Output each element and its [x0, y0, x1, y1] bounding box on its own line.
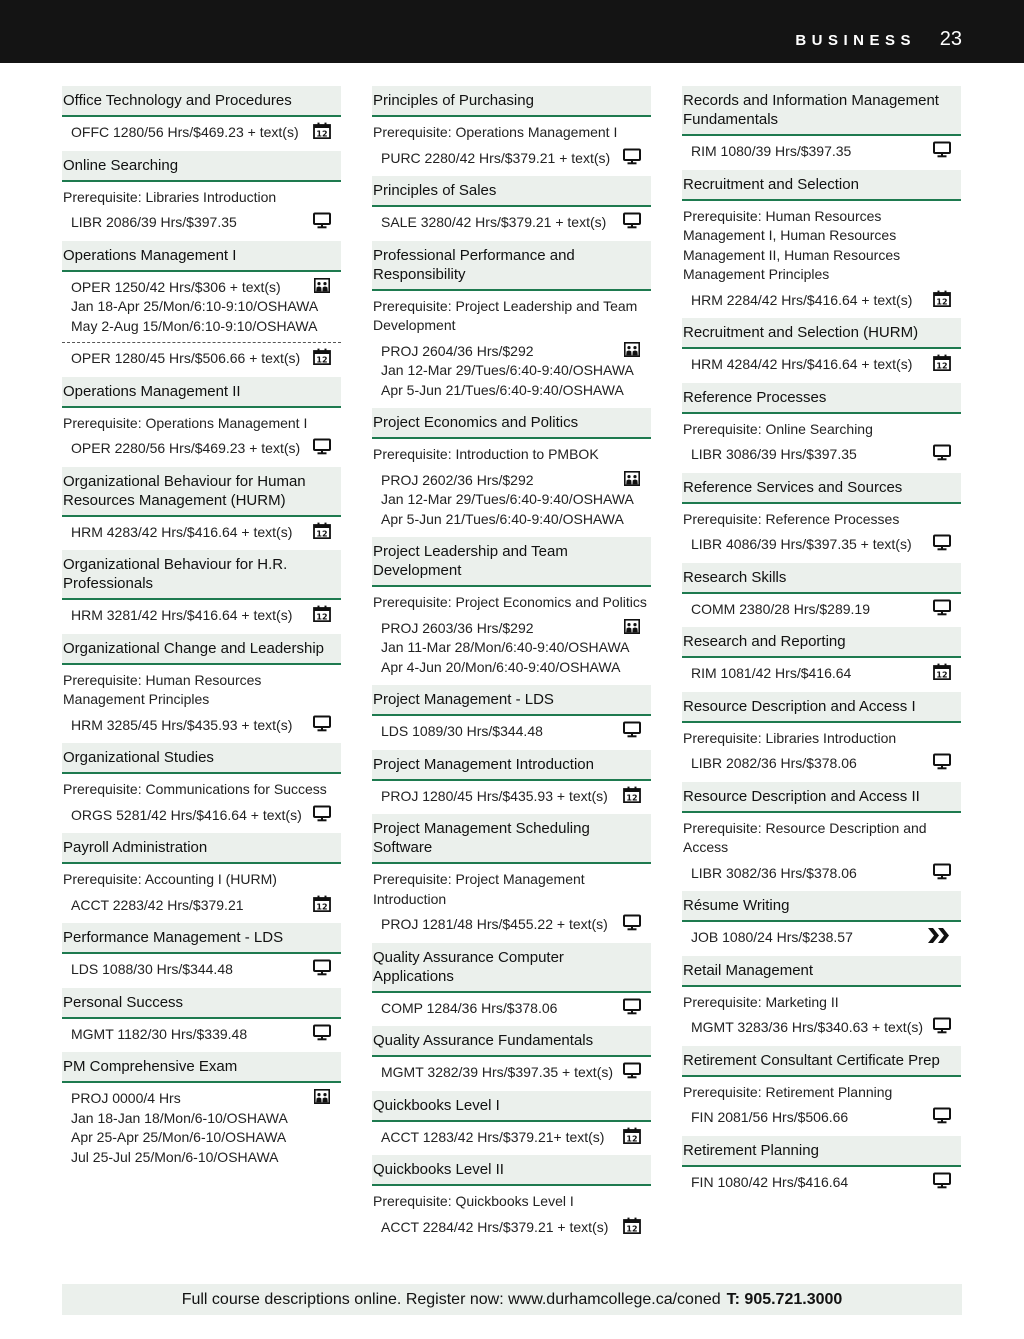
course-prerequisite: Prerequisite: Operations Management I: [63, 414, 308, 431]
page-number: 23: [939, 28, 962, 50]
course-payroll-administration: [62, 833, 341, 915]
svg-text:12: 12: [936, 296, 948, 306]
section-code: LIBR 3082/36 Hrs/$378.06: [691, 864, 857, 881]
svg-text:12: 12: [626, 792, 638, 802]
section-title: BUSINESS: [795, 32, 916, 49]
section-code: PROJ 2602/36 Hrs/$292: [381, 471, 534, 488]
course-retirement-consultant-certificate-prep: [682, 1046, 961, 1128]
computer-icon: [933, 534, 951, 551]
svg-text:12: 12: [316, 901, 328, 911]
section-code: LIBR 4086/39 Hrs/$397.35 + text(s): [691, 536, 912, 552]
course-section: [62, 1083, 341, 1167]
course-research-skills: [682, 563, 961, 620]
page-footer: [62, 1284, 962, 1315]
course-title: Personal Success: [62, 988, 341, 1019]
course-title: Online Searching: [62, 151, 341, 182]
course-title: Organizational Studies: [62, 743, 341, 774]
section-code: JOB 1080/24 Hrs/$238.57: [691, 929, 853, 945]
course-title: Research Skills: [682, 563, 961, 594]
course-section: [62, 433, 341, 459]
computer-icon: [313, 438, 331, 455]
classroom-icon: [623, 618, 641, 635]
course-title: Retirement Planning: [682, 1136, 961, 1167]
course-research-and-reporting: [682, 627, 961, 684]
computer-icon: [623, 721, 641, 738]
section-code: RIM 1081/42 Hrs/$416.64: [691, 665, 852, 681]
page-header: [0, 0, 1024, 63]
schedule-line: Jan 12-Mar 29/Tues/6:40-9:40/OSHAWA: [381, 362, 634, 378]
schedule-line: Apr 4-Jun 20/Mon/6:40-9:40/OSHAWA: [381, 658, 621, 675]
course-quickbooks-level-ii: [372, 1155, 651, 1237]
course-performance-management-lds: [62, 923, 341, 980]
course-project-management-lds: [372, 685, 651, 742]
course-section: [372, 716, 651, 742]
section-code: HRM 2284/42 Hrs/$416.64 + text(s): [691, 291, 913, 308]
course-quality-assurance-fundamentals: [372, 1026, 651, 1083]
course-quality-assurance-computer-applications: [372, 943, 651, 1019]
course-prerequisite: Prerequisite: Reference Processes: [683, 510, 900, 527]
course-section: [682, 285, 961, 311]
course-section: [372, 781, 651, 807]
course-title: Recruitment and Selection: [682, 170, 961, 201]
course-project-management-scheduling-software: [372, 814, 651, 935]
calendar-icon: [313, 605, 331, 622]
section-code: FIN 2081/56 Hrs/$506.66: [691, 1109, 849, 1125]
svg-text:12: 12: [316, 129, 328, 139]
course-section: [682, 349, 961, 375]
svg-text:12: 12: [316, 355, 328, 365]
course-section: [682, 858, 961, 884]
course-title: Professional Performance and Responsibility: [372, 241, 651, 291]
section-code: MGMT 3282/39 Hrs/$397.35 + text(s): [381, 1064, 614, 1080]
course-title: Research and Reporting: [682, 627, 961, 658]
course-title: Operations Management II: [62, 377, 341, 408]
section-code: LDS 1089/30 Hrs/$344.48: [381, 723, 543, 739]
classroom-icon: [623, 470, 641, 487]
course-section: [62, 207, 341, 233]
calendar-icon: [313, 122, 331, 139]
computer-icon: [933, 753, 951, 770]
course-section: [372, 1057, 651, 1083]
computer-icon: [933, 863, 951, 880]
computer-icon: [623, 914, 641, 931]
course-prerequisite: Prerequisite: Resource Description and Access: [683, 819, 927, 855]
course-section: [372, 613, 651, 678]
computer-icon: [933, 1107, 951, 1124]
footer-phone: T: 905.721.3000: [726, 1291, 843, 1308]
course-section: [372, 1212, 651, 1238]
fast-track-icon: [927, 927, 951, 944]
classroom-icon: [313, 277, 331, 294]
course-section: [682, 594, 961, 620]
section-code: RIM 1080/39 Hrs/$397.35: [691, 143, 852, 159]
svg-text:12: 12: [936, 670, 948, 680]
course-title: Resource Description and Access II: [682, 782, 961, 813]
course-prerequisite: Prerequisite: Operations Management I: [373, 124, 618, 140]
section-code: OPER 1250/42 Hrs/$306 + text(s): [71, 278, 281, 295]
course-project-economics-and-politics: [372, 408, 651, 529]
course-reference-services-and-sources: [682, 473, 961, 555]
course-title: Quality Assurance Computer Applications: [372, 943, 651, 993]
course-title: Reference Services and Sources: [682, 473, 961, 504]
course-retail-management: [682, 956, 961, 1038]
course-records-and-information-management-fundamentals: [682, 86, 961, 162]
course-title: Quickbooks Level II: [372, 1155, 651, 1186]
course-title: Organizational Behaviour for Human Resources Management (HURM): [62, 467, 341, 517]
course-title: Project Management Scheduling Software: [372, 814, 651, 864]
course-prerequisite: Prerequisite: Introduction to PMBOK: [373, 446, 599, 462]
calendar-icon: [623, 1127, 641, 1144]
calendar-icon: [313, 348, 331, 365]
course-title: Project Economics and Politics: [372, 408, 651, 439]
course-column-2: [372, 86, 651, 1245]
course-column-1: [62, 86, 341, 1175]
course-section: [682, 439, 961, 465]
course-title: Organizational Behaviour for H.R. Professionals: [62, 550, 341, 600]
course-section: [682, 1012, 961, 1038]
section-code: ORGS 5281/42 Hrs/$416.64 + text(s): [71, 806, 302, 823]
course-online-searching: [62, 151, 341, 233]
course-prerequisite: Prerequisite: Marketing II: [683, 993, 839, 1010]
course-section: [62, 117, 341, 143]
course-title: Project Management - LDS: [372, 685, 651, 716]
course-prerequisite: Prerequisite: Project Leadership and Team Development: [373, 297, 638, 333]
computer-icon: [933, 141, 951, 158]
course-recruitment-and-selection: [682, 170, 961, 311]
course-section: [62, 517, 341, 543]
section-code: PROJ 1280/45 Hrs/$435.93 + text(s): [381, 787, 608, 804]
course-prerequisite: Prerequisite: Human Resources Management Principles: [63, 671, 262, 707]
course-office-technology-and-procedures: [62, 86, 341, 143]
schedule-line: Jan 12-Mar 29/Tues/6:40-9:40/OSHAWA: [381, 491, 634, 507]
course-resource-description-and-access-ii: [682, 782, 961, 884]
svg-text:12: 12: [626, 1133, 638, 1143]
course-section: [62, 710, 341, 736]
section-code: MGMT 1182/30 Hrs/$339.48: [71, 1025, 248, 1042]
section-code: PROJ 2604/36 Hrs/$292: [381, 342, 534, 359]
section-code: LDS 1088/30 Hrs/$344.48: [71, 961, 233, 977]
course-section: [682, 658, 961, 684]
computer-icon: [933, 1172, 951, 1189]
svg-text:12: 12: [936, 361, 948, 371]
calendar-icon: [933, 354, 951, 371]
section-code: ACCT 2283/42 Hrs/$379.21: [71, 896, 244, 913]
calendar-icon: [313, 895, 331, 912]
course-organizational-behaviour-for-human-resources-management-hurm: [62, 467, 341, 543]
course-title: Operations Management I: [62, 241, 341, 272]
course-section: [372, 909, 651, 935]
computer-icon: [933, 1017, 951, 1034]
course-title: Resource Description and Access I: [682, 692, 961, 723]
section-code: MGMT 3283/36 Hrs/$340.63 + text(s): [691, 1019, 924, 1035]
classroom-icon: [623, 341, 641, 358]
section-code: HRM 3281/42 Hrs/$416.64 + text(s): [71, 607, 293, 623]
course-title: Retirement Consultant Certificate Prep: [682, 1046, 961, 1077]
course-section: [372, 207, 651, 233]
computer-icon: [313, 959, 331, 976]
section-code: HRM 3285/45 Hrs/$435.93 + text(s): [71, 716, 293, 733]
course-organizational-behaviour-for-h-r-professionals: [62, 550, 341, 626]
calendar-icon: [313, 522, 331, 539]
section-code: PURC 2280/42 Hrs/$379.21 + text(s): [381, 149, 611, 166]
section-code: OPER 1280/45 Hrs/$506.66 + text(s): [71, 350, 301, 366]
course-column-3: [682, 86, 961, 1200]
section-code: OFFC 1280/56 Hrs/$469.23 + text(s): [71, 124, 299, 140]
course-title: Quality Assurance Fundamentals: [372, 1026, 651, 1057]
course-section: [682, 1102, 961, 1128]
schedule-line: Jan 18-Apr 25/Mon/6:10-9:10/OSHAWA: [71, 298, 319, 314]
course-title: Payroll Administration: [62, 833, 341, 864]
course-prerequisite: Prerequisite: Retirement Planning: [683, 1083, 893, 1100]
course-title: Quickbooks Level I: [372, 1091, 651, 1122]
course-principles-of-purchasing: [372, 86, 651, 168]
course-section: [372, 1122, 651, 1148]
course-quickbooks-level-i: [372, 1091, 651, 1148]
course-section: [62, 342, 341, 369]
course-prerequisite: Prerequisite: Project Management Introduction: [373, 871, 585, 907]
course-title: Records and Information Management Fundamentals: [682, 86, 961, 136]
computer-icon: [623, 998, 641, 1015]
course-prerequisite: Prerequisite: Human Resources Management I, Human Resources Management II, Human Resources Management Principles: [683, 207, 901, 282]
section-code: ACCT 1283/42 Hrs/$379.21+ text(s): [381, 1128, 605, 1145]
calendar-icon: [933, 663, 951, 680]
course-title: Principles of Sales: [372, 176, 651, 207]
course-section: [372, 143, 651, 169]
course-recruitment-and-selection-hurm: [682, 318, 961, 375]
course-resource-description-and-access-i: [682, 692, 961, 774]
svg-text:12: 12: [316, 612, 328, 622]
course-section: [682, 748, 961, 774]
computer-icon: [933, 599, 951, 616]
course-title: Organizational Change and Leadership: [62, 634, 341, 665]
section-code: COMM 2380/28 Hrs/$289.19: [691, 600, 870, 617]
course-title: Retail Management: [682, 956, 961, 987]
calendar-icon: [623, 786, 641, 803]
course-principles-of-sales: [372, 176, 651, 233]
course-operations-management-i: [62, 241, 341, 369]
course-title: Principles of Purchasing: [372, 86, 651, 117]
section-code: SALE 3280/42 Hrs/$379.21 + text(s): [381, 214, 607, 230]
course-prerequisite: Prerequisite: Accounting I (HURM): [63, 871, 277, 887]
footer-text: Full course descriptions online. Register now: www.durhamcollege.ca/coned: [181, 1291, 721, 1308]
course-prerequisite: Prerequisite: Online Searching: [683, 420, 873, 437]
schedule-line: May 2-Aug 15/Mon/6:10-9:10/OSHAWA: [71, 317, 318, 334]
course-section: [372, 465, 651, 530]
computer-icon: [623, 148, 641, 165]
course-pm-comprehensive-exam: [62, 1052, 341, 1167]
course-section: [62, 1019, 341, 1045]
course-project-management-introduction: [372, 750, 651, 807]
section-code: FIN 1080/42 Hrs/$416.64: [691, 1173, 849, 1190]
course-organizational-change-and-leadership: [62, 634, 341, 736]
course-organizational-studies: [62, 743, 341, 825]
schedule-line: Apr 5-Jun 21/Tues/6:40-9:40/OSHAWA: [381, 510, 624, 527]
computer-icon: [313, 805, 331, 822]
course-title: Reference Processes: [682, 383, 961, 414]
course-r-sume-writing: [682, 891, 961, 948]
course-professional-performance-and-responsibility: [372, 241, 651, 401]
section-code: ACCT 2284/42 Hrs/$379.21 + text(s): [381, 1218, 609, 1235]
section-code: COMP 1284/36 Hrs/$378.06: [381, 999, 558, 1016]
schedule-line: Jan 18-Jan 18/Mon/6-10/OSHAWA: [71, 1109, 288, 1126]
course-operations-management-ii: [62, 377, 341, 459]
calendar-icon: [623, 1217, 641, 1234]
course-section: [372, 993, 651, 1019]
course-section: [62, 890, 341, 916]
section-code: LIBR 3086/39 Hrs/$397.35: [691, 446, 857, 462]
computer-icon: [313, 715, 331, 732]
course-project-leadership-and-team-development: [372, 537, 651, 677]
course-prerequisite: Prerequisite: Quickbooks Level I: [373, 1193, 574, 1209]
course-section: [62, 954, 341, 980]
section-code: OPER 2280/56 Hrs/$469.23 + text(s): [71, 440, 301, 456]
course-section: [682, 529, 961, 555]
computer-icon: [623, 1062, 641, 1079]
computer-icon: [623, 212, 641, 229]
svg-text:12: 12: [316, 528, 328, 538]
course-section: [682, 1167, 961, 1193]
course-prerequisite: Prerequisite: Communications for Success: [63, 781, 327, 797]
course-title: Project Leadership and Team Development: [372, 537, 651, 587]
course-section: [62, 600, 341, 626]
course-section: [62, 800, 341, 826]
section-code: HRM 4284/42 Hrs/$416.64 + text(s): [691, 356, 913, 372]
course-title: Performance Management - LDS: [62, 923, 341, 954]
course-retirement-planning: [682, 1136, 961, 1193]
schedule-line: Jul 25-Jul 25/Mon/6-10/OSHAWA: [71, 1148, 279, 1165]
computer-icon: [313, 1024, 331, 1041]
course-section: [372, 336, 651, 401]
computer-icon: [933, 444, 951, 461]
section-code: PROJ 1281/48 Hrs/$455.22 + text(s): [381, 916, 608, 932]
course-prerequisite: Prerequisite: Libraries Introduction: [683, 729, 897, 746]
svg-text:12: 12: [626, 1223, 638, 1233]
calendar-icon: [933, 290, 951, 307]
computer-icon: [313, 212, 331, 229]
section-code: LIBR 2082/36 Hrs/$378.06: [691, 755, 857, 771]
course-title: PM Comprehensive Exam: [62, 1052, 341, 1083]
course-section: [682, 922, 961, 948]
course-section: [682, 136, 961, 162]
course-title: Office Technology and Procedures: [62, 86, 341, 117]
course-title: Recruitment and Selection (HURM): [682, 318, 961, 349]
schedule-line: Jan 11-Mar 28/Mon/6:40-9:40/OSHAWA: [381, 639, 630, 655]
section-code: LIBR 2086/39 Hrs/$397.35: [71, 214, 237, 230]
course-prerequisite: Prerequisite: Libraries Introduction: [63, 188, 277, 205]
section-code: PROJ 0000/4 Hrs: [71, 1090, 181, 1106]
course-title: Résume Writing: [682, 891, 961, 922]
classroom-icon: [313, 1088, 331, 1105]
schedule-line: Apr 25-Apr 25/Mon/6-10/OSHAWA: [71, 1129, 287, 1145]
schedule-line: Apr 5-Jun 21/Tues/6:40-9:40/OSHAWA: [381, 381, 624, 398]
course-personal-success: [62, 988, 341, 1045]
section-code: PROJ 2603/36 Hrs/$292: [381, 619, 534, 636]
section-code: HRM 4283/42 Hrs/$416.64 + text(s): [71, 523, 293, 540]
course-reference-processes: [682, 383, 961, 465]
course-prerequisite: Prerequisite: Project Economics and Politics: [373, 594, 647, 610]
course-title: Project Management Introduction: [372, 750, 651, 781]
course-section: [62, 272, 341, 337]
